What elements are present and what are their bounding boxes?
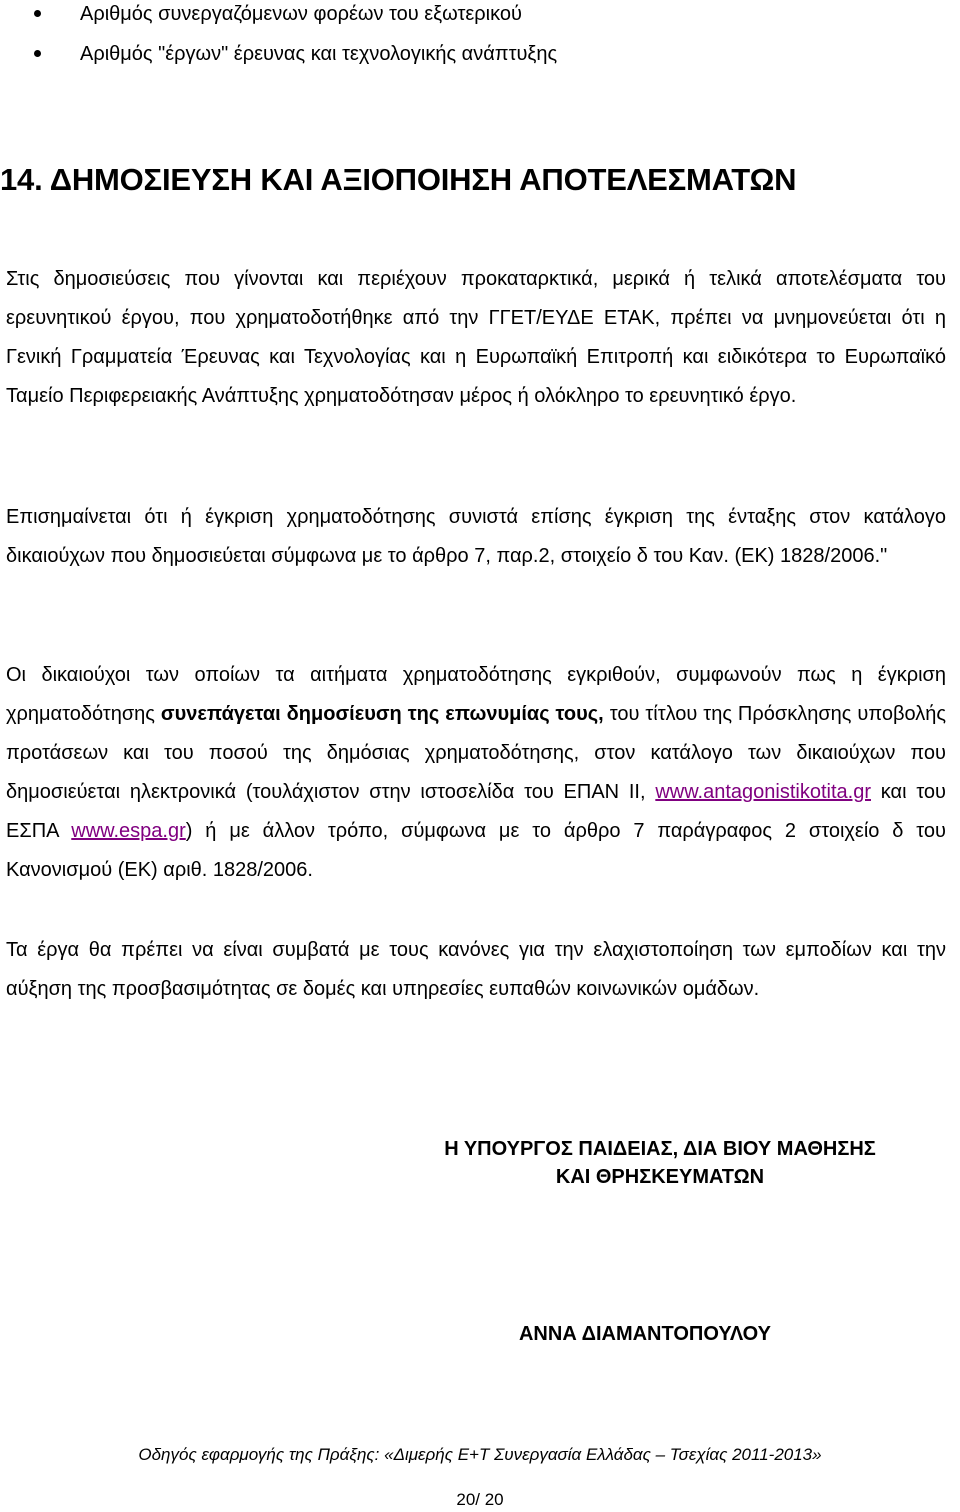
- bullet-dot-icon: [34, 10, 41, 17]
- paragraph-approval-note: Επισημαίνεται ότι ή έγκριση χρηματοδότησης συνιστά επίσης έγκριση της ένταξης στον κατάλογο δικαιούχων που δημοσιεύεται σύμφωνα με το άρθρο 7, παρ.2, στοιχείο δ του Καν. (ΕΚ) 1828/2006.": [6, 506, 946, 567]
- paragraph-publications: Στις δημοσιεύσεις που γίνονται και περιέχουν προκαταρκτικά, μερικά ή τελικά αποτελέσματα του ερευνητικού έργου, που χρηματοδοτήθηκε από την ΓΓΕΤ/ΕΥΔΕ ΕΤΑΚ, πρέπει να μνημονεύεται ότι η Γενική Γραμματεία Έρευνας και Τεχνολογίας και η Ευρωπαϊκή Επιτροπή και ειδικότερα το Ευρωπαϊκό Ταμείο Περιφερειακής Ανάπτυξης χρηματοδότησαν μέρος ή ολόκληρο το ερευνητικό έργο.: [6, 268, 946, 407]
- antagonistikotita-link[interactable]: www.antagonistikotita.gr: [655, 781, 871, 803]
- text-span: Οι δικαιούχοι των οποίων τα αιτήματα χρηματοδότησης εγκριθούν, συμφωνούν πως η έγκριση χρηματοδότησης: [6, 664, 946, 725]
- text-span: ) ή με άλλον τρόπο, σύμφωνα με το άρθρο 7 παράγραφος 2 στοιχείο δ του Κανονισμού (ΕΚ) αριθ. 1828/2006.: [6, 820, 946, 881]
- signature-title: [400, 1135, 920, 1191]
- signature-title-line: Η ΥΠΟΥΡΓΟΣ ΠΑΙΔΕΙΑΣ, ΔΙΑ ΒΙΟΥ ΜΑΘΗΣΗΣ: [444, 1138, 876, 1160]
- page-number: 20/ 20: [456, 1490, 504, 1509]
- signature-title-line: ΚΑΙ ΘΡΗΣΚΕΥΜΑΤΩΝ: [555, 1166, 765, 1188]
- bullet-text: Αριθμός συνεργαζόμενων φορέων του εξωτερικού: [80, 3, 522, 25]
- section-heading: 14. ΔΗΜΟΣΙΕΥΣΗ ΚΑΙ ΑΞΙΟΠΟΙΗΣΗ ΑΠΟΤΕΛΕΣΜΑΤΩΝ: [0, 162, 797, 197]
- bold-text: συνεπάγεται δημοσίευση της επωνυμίας τους,: [160, 703, 604, 725]
- bullet-dot-icon: [34, 50, 41, 57]
- footer-text: Οδηγός εφαρμογής της Πράξης: «Διμερής Ε+Τ Συνεργασία Ελλάδας – Τσεχίας 2011-2013»: [138, 1445, 822, 1464]
- text-span: και του ΕΣΠΑ: [6, 781, 946, 842]
- paragraph-beneficiaries: [6, 656, 946, 890]
- bullet-text: Αριθμός "έργων" έρευνας και τεχνολογικής ανάπτυξης: [80, 43, 558, 65]
- paragraph-accessibility: Τα έργα θα πρέπει να είναι συμβατά με τους κανόνες για την ελαχιστοποίηση των εμποδίων και την αύξηση της προσβασιμότητας σε δομές και υπηρεσίες ευπαθών κοινωνικών ομάδων.: [6, 939, 946, 1000]
- espa-link[interactable]: www.espa.gr: [71, 820, 186, 842]
- signature-name: ΑΝΝΑ ΔΙΑΜΑΝΤΟΠΟΥΛΟΥ: [518, 1323, 772, 1345]
- text-span: του τίτλου της Πρόσκλησης υποβολής προτάσεων και του ποσού της δημόσιας χρηματοδότησης, στον κατάλογο των δικαιούχων που δημοσιεύεται ηλεκτρονικά (τουλάχιστον στην ιστοσελίδα του ΕΠΑΝ ΙΙ,: [6, 703, 946, 803]
